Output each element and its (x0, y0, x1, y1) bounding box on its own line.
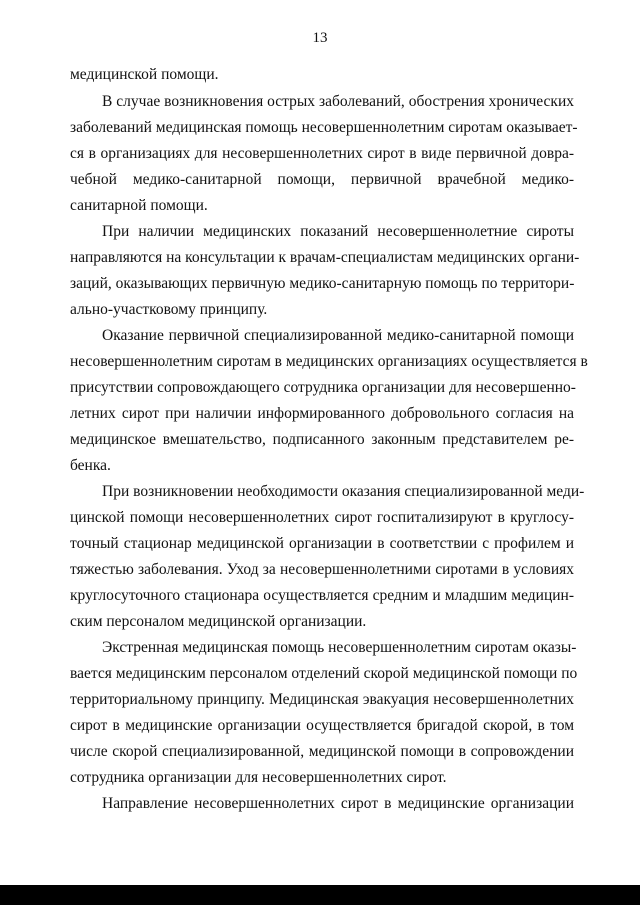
text-line: При возникновении необходимости оказания специализированной меди- (102, 483, 585, 500)
text-line: цинской помощи несовершеннолетних сирот госпитализируют в круглосу- (70, 509, 574, 526)
text-line: заций, оказывающих первичную медико-санитарную помощь по территори- (70, 275, 575, 292)
text-line: присутствии сопровождающего сотрудника организации для несовершенно- (70, 379, 576, 396)
text-line: территориальному принципу. Медицинская эвакуация несовершеннолетних (70, 691, 574, 708)
text-line: медицинское вмешательство, подписанного законным представителем ре- (70, 431, 574, 448)
text-line: бенка. (70, 457, 111, 474)
text-line: числе скорой специализированной, медицинской помощи в сопровождении (70, 743, 574, 760)
text-line: ально-участковому принципу. (70, 301, 268, 318)
text-line: санитарной помощи. (70, 197, 208, 214)
text-line: заболеваний медицинская помощь несовершеннолетним сиротам оказывает- (70, 119, 578, 136)
text-line: ся в организациях для несовершеннолетних сирот в виде первичной довра- (70, 145, 574, 162)
text-line: вается медицинским персоналом отделений скорой медицинской помощи по (70, 665, 578, 682)
text-line: Экстренная медицинская помощь несовершеннолетним сиротам оказы- (102, 639, 577, 656)
text-line: круглосуточного стационара осуществляется средним и младшим медицин- (70, 587, 574, 604)
text-line: Направление несовершеннолетних сирот в медицинские организации (102, 795, 574, 812)
text-line: При наличии медицинских показаний несовершеннолетние сироты (102, 223, 574, 240)
text-line: сирот в медицинские организации осуществляется бригадой скорой, в том (70, 717, 574, 734)
text-line: чебной медико-санитарной помощи, первичной врачебной медико- (70, 171, 574, 188)
text-line: Оказание первичной специализированной медико-санитарной помощи (102, 327, 574, 344)
text-line: В случае возникновения острых заболеваний, обострения хронических (102, 93, 574, 110)
text-line: сотрудника организации для несовершеннолетних сирот. (70, 769, 447, 786)
text-line: направляются на консультации к врачам-специалистам медицинских органи- (70, 249, 580, 266)
text-line: точный стационар медицинской организации в соответствии с профилем и (70, 535, 574, 552)
text-line: ским персоналом медицинской организации. (70, 613, 367, 630)
text-line: тяжестью заболевания. Уход за несовершеннолетними сиротами в условиях (70, 561, 574, 578)
scan-bottom-border (0, 885, 640, 905)
text-line: медицинской помощи. (70, 66, 219, 83)
text-line: летних сирот при наличии информированного добровольного согласия на (70, 405, 574, 422)
page-number: 13 (312, 30, 328, 46)
text-line: несовершеннолетним сиротам в медицинских организациях осуществляется в (70, 353, 588, 370)
